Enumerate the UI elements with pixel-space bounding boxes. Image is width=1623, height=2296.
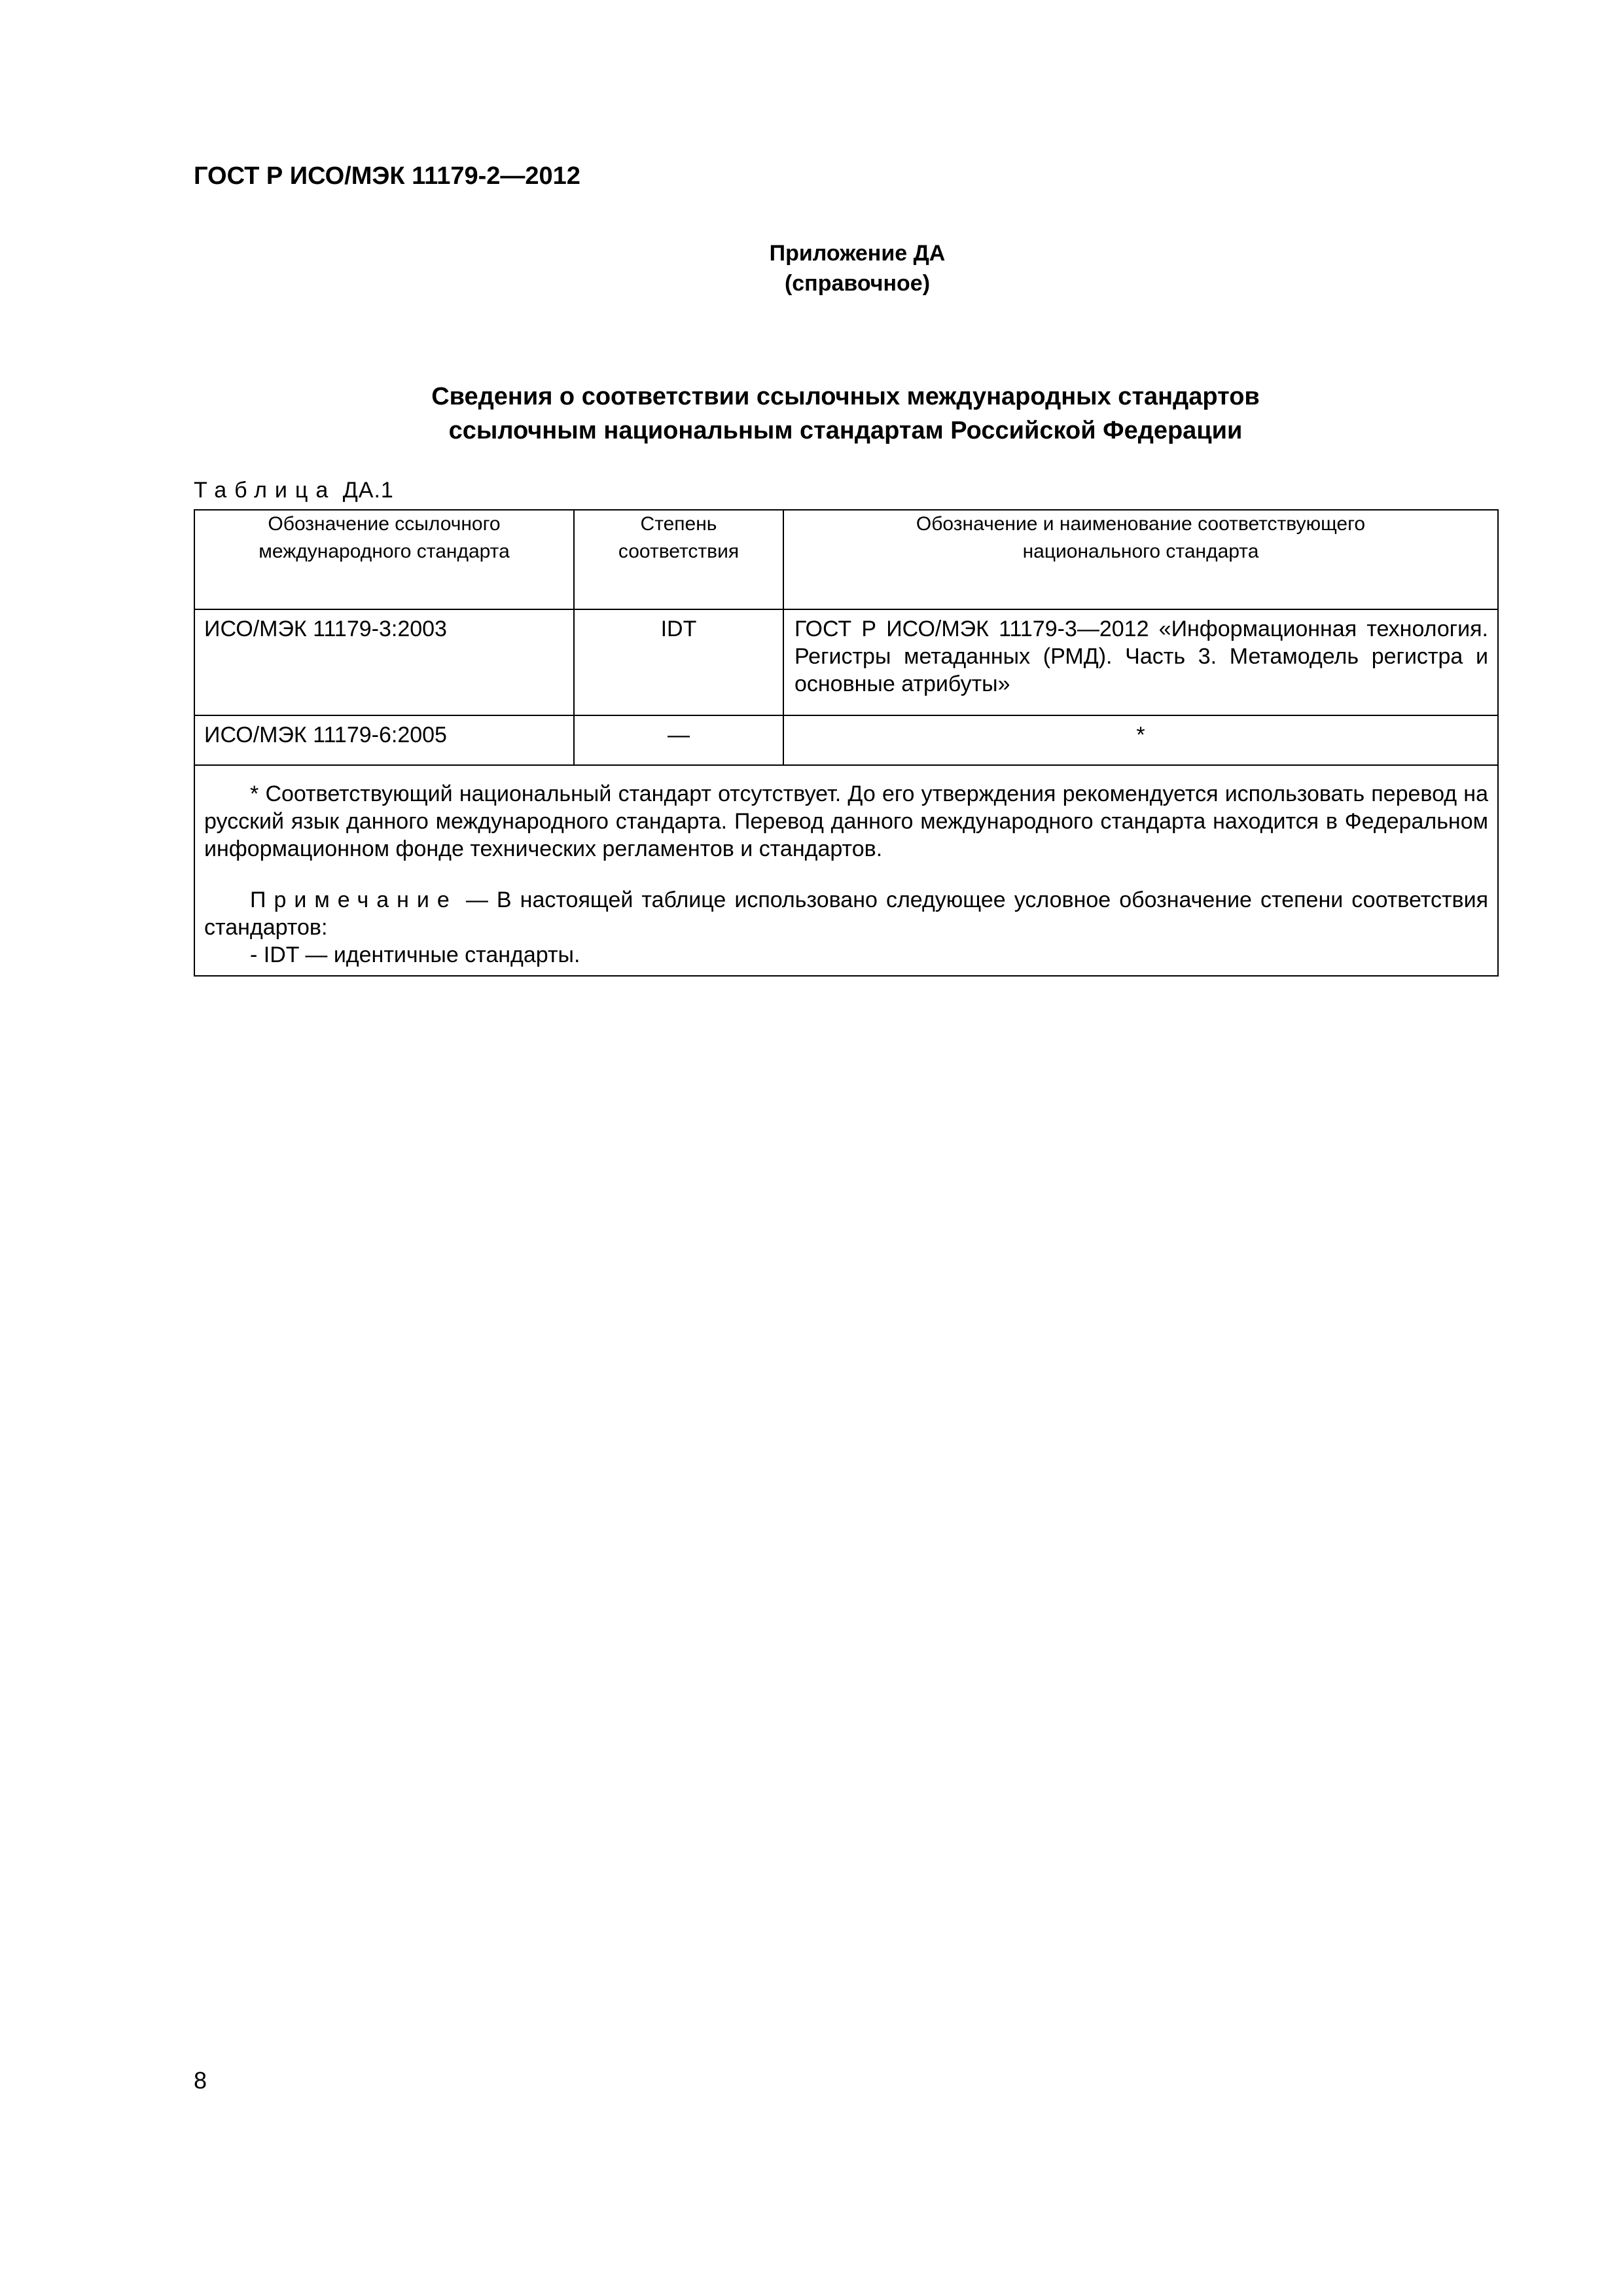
- table-caption-number: ДА.1: [342, 478, 394, 503]
- national-standard-cell: *: [783, 715, 1498, 765]
- appendix-heading: [746, 238, 969, 298]
- header-text: национального стандарта: [1022, 541, 1259, 562]
- footnote: * Соответствующий национальный стандарт отсутствует. До его утверждения рекомендуется использовать перевод на русский язык данного международного стандарта. Перевод данного международного стандарта находится в Федеральном информационном фонде технических регламентов и стандартов.: [204, 781, 1488, 861]
- appendix-subtitle: (справочное): [784, 271, 931, 296]
- degree-cell: —: [574, 715, 783, 765]
- international-standard-cell: ИСО/МЭК 11179-3:2003: [194, 609, 574, 715]
- header-degree: [574, 510, 783, 609]
- table-caption: [194, 478, 394, 503]
- standards-table: [194, 509, 1499, 977]
- note-item: - IDT — идентичные стандарты.: [250, 942, 580, 967]
- table-caption-word: Таблица: [194, 478, 336, 503]
- table-header-row: [194, 510, 1498, 609]
- table-footer-row: [194, 765, 1498, 976]
- header-national-standard: [783, 510, 1498, 609]
- note-label: Примечание: [250, 888, 457, 912]
- note-text: — В настоящей таблице использовано следующее условное обозначение степени соответствия стандартов:: [204, 888, 1488, 940]
- header-text: соответствия: [618, 541, 740, 562]
- document-code: ГОСТ Р ИСО/МЭК 11179-2—2012: [194, 162, 580, 190]
- header-text: Обозначение ссылочного: [268, 513, 501, 535]
- header-text: Обозначение и наименование соответствующего: [916, 513, 1366, 535]
- degree-cell: IDT: [574, 609, 783, 715]
- header-text: международного стандарта: [259, 541, 510, 562]
- table-footnotes: [194, 765, 1498, 976]
- page-number: 8: [194, 2067, 207, 2094]
- appendix-title: Приложение ДА: [769, 241, 946, 266]
- header-international-standard: [194, 510, 574, 609]
- national-standard-cell: ГОСТ Р ИСО/МЭК 11179-3—2012 «Информационная технология. Регистры метаданных (РМД). Часть 3. Метамодель регистра и основные атрибуты»: [783, 609, 1498, 715]
- section-title: [194, 380, 1497, 448]
- note: [204, 886, 1488, 941]
- international-standard-cell: ИСО/МЭК 11179-6:2005: [194, 715, 574, 765]
- table-row: [194, 715, 1498, 765]
- section-title-line-1: Сведения о соответствии ссылочных международных стандартов: [431, 383, 1260, 410]
- header-text: Степень: [640, 513, 717, 535]
- section-title-line-2: ссылочным национальным стандартам Российской Федерации: [448, 417, 1243, 444]
- table-row: [194, 609, 1498, 715]
